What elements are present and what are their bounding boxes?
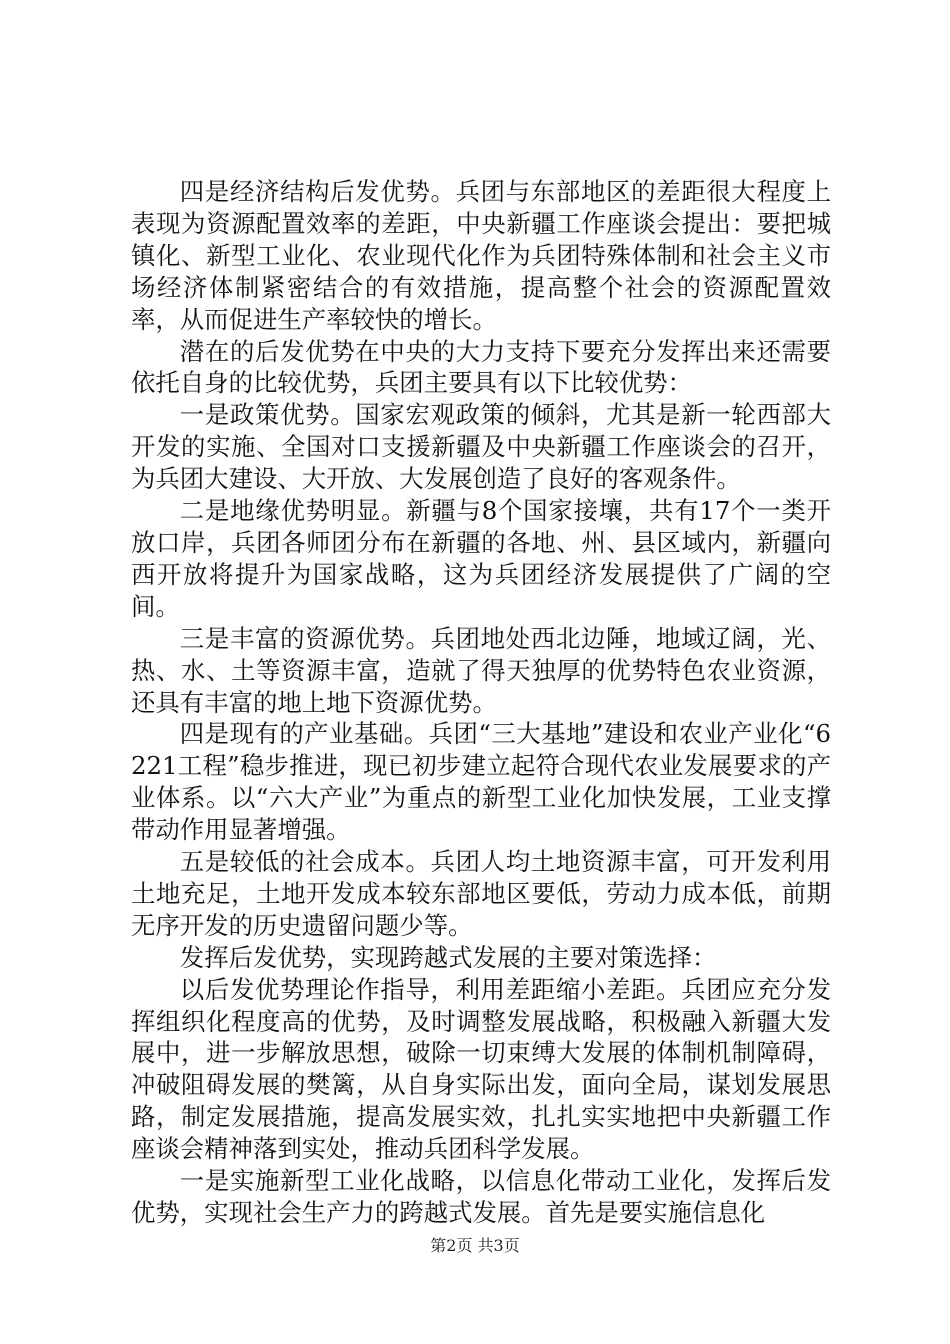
paragraph-policy-advantage: 一是政策优势。国家宏观政策的倾斜，尤其是新一轮西部大开发的实施、全国对口支援新疆及中央新疆工作座谈会的召开，为兵团大建设、大开放、大发展创造了良好的客观条件。 [131, 400, 831, 494]
paragraph-theory-guidance: 以后发优势理论作指导，利用差距缩小差距。兵团应充分发挥组织化程度高的优势，及时调整发展战略，积极融入新疆大发展中，进一步解放思想，破除一切束缚大发展的体制机制障碍，冲破阻碍发展的樊篱，从自身实际出发，面向全局，谋划发展思路，制定发展措施，提高发展实效，扎扎实实地把中央新疆工作座谈会精神落到实处，推动兵团科学发展。 [131, 974, 831, 1164]
paragraph-geographic-advantage: 二是地缘优势明显。新疆与8个国家接壤，共有17个一类开放口岸，兵团各师团分布在新疆的各地、州、县区域内，新疆向西开放将提升为国家战略，这为兵团经济发展提供了广阔的空间。 [131, 496, 831, 621]
page-footer: 第2页 共3页 [430, 1236, 520, 1255]
paragraph-resource-advantage: 三是丰富的资源优势。兵团地处西北边陲，地域辽阔，光、热、水、土等资源丰富，造就了得天独厚的优势特色农业资源，还具有丰富的地上地下资源优势。 [131, 623, 831, 717]
paragraph-economic-structure: 四是经济结构后发优势。兵团与东部地区的差距很大程度上表现为资源配置效率的差距，中央新疆工作座谈会提出：要把城镇化、新型工业化、农业现代化作为兵团特殊体制和社会主义市场经济体制紧密结合的有效措施，提高整个社会的资源配置效率，从而促进生产率较快的增长。 [131, 177, 831, 334]
paragraph-industrial-base: 四是现有的产业基础。兵团“三大基地”建设和农业产业化“6221工程”稳步推进，现已初步建立起符合现代农业发展要求的产业体系。以“六大产业”为重点的新型工业化加快发展，工业支撑带动作用显著增强。 [131, 719, 831, 845]
paragraph-comparative-advantages-intro: 潜在的后发优势在中央的大力支持下要充分发挥出来还需要依托自身的比较优势，兵团主要具有以下比较优势： [131, 336, 831, 398]
document-body [131, 176, 831, 1229]
paragraph-industrialization-strategy: 一是实施新型工业化战略，以信息化带动工业化，发挥后发优势，实现社会生产力的跨越式发展。首先是要实施信息化 [131, 1166, 831, 1227]
paragraph-strategy-intro: 发挥后发优势，实现跨越式发展的主要对策选择： [179, 942, 717, 972]
paragraph-social-cost: 五是较低的社会成本。兵团人均土地资源丰富，可开发利用土地充足，土地开发成本较东部地区要低，劳动力成本低，前期无序开发的历史遗留问题少等。 [131, 847, 831, 940]
